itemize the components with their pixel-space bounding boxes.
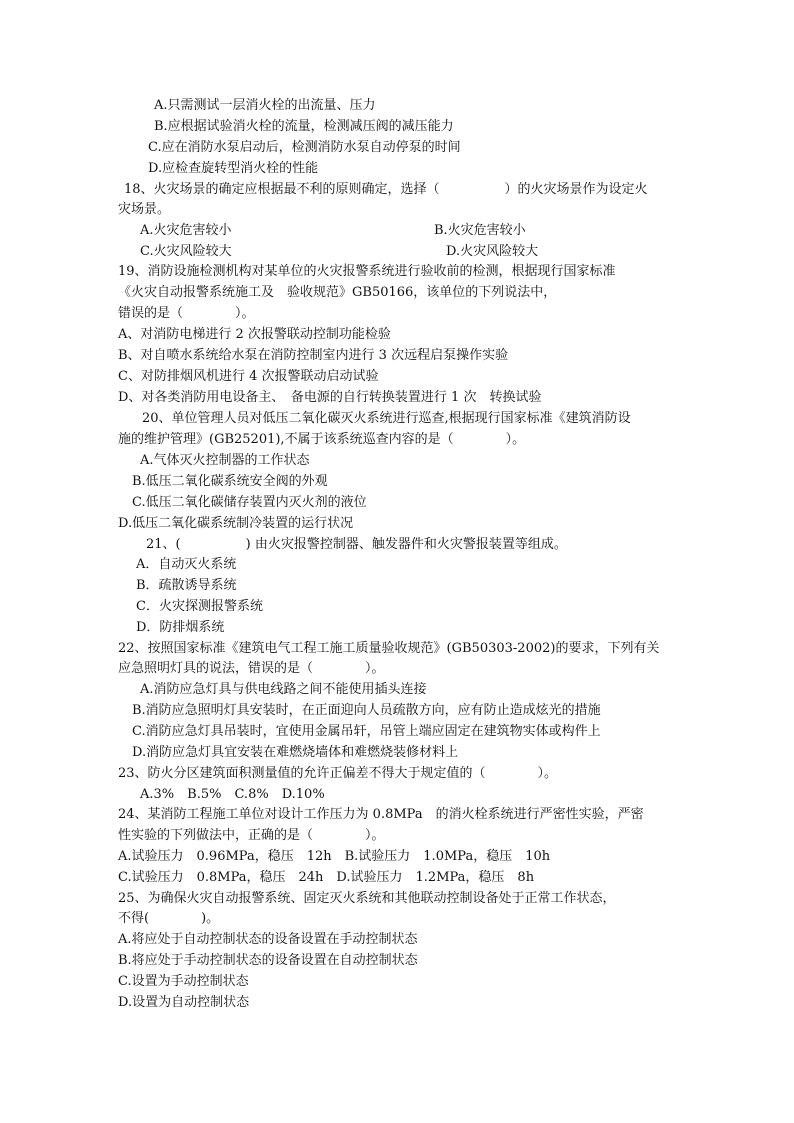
q19-stem-line2: 《火灾自动报警系统施工及 验收规范》GB50166，该单位的下列说法中， [118,285,557,300]
q20-stem-line1: 20、单位管理人员对低压二氧化碳灭火系统进行巡查,根据现行国家标准《建筑消防设 [142,411,631,426]
q19-stem-line1: 19、消防设施检测机构对某单位的火灾报警系统进行验收前的检测，根据现行国家标准 [118,264,616,279]
q18-option-a: A.火灾危害较小 [140,223,232,238]
q22-stem-line1: 22、按照国家标准《建筑电气工程工施工质量验收规范》(GB50303-2002)的要求，下列有关 [118,641,660,656]
q25-option-b: B.将应处于手动控制状态的设备设置在自动控制状态 [118,953,418,968]
q24-stem-line1: 24、某消防工程施工单位对设计工作压力为 0.8MPa 的消火栓系统进行严密性实验，严密 [118,807,644,822]
q18-stem-line1: 18、火灾场景的确定应根据最不利的原则确定，选择（ ）的火灾场景作为设定火 [124,182,648,197]
q24-options-ab: A.试验压力 0.96MPa，稳压 12h B.试验压力 1.0MPa，稳压 10h [118,849,551,864]
q17-option-b: B.应根据试验消火栓的流量，检测减压阀的减压能力 [154,119,454,134]
q23-options: A.3% B.5% C.8% D.10% [140,787,325,802]
q25-option-c: C.设置为手动控制状态 [118,974,249,989]
q25-stem-line1: 25、为确保火灾自动报警系统、固定灭火系统和其他联动控制设备处于正常工作状态， [118,891,616,906]
q21-stem: 21、( ) 由火灾报警控制器、触发器件和火灾警报装置等组成。 [146,537,567,552]
q18-stem-line2: 灾场景。 [118,202,171,217]
q18-option-b: B.火灾危害较小 [434,223,526,238]
q20-option-c: C.低压二氧化碳储存装置内灭火剂的液位 [132,495,367,510]
q24-options-cd: C.试验压力 0.8MPa，稳压 24h D.试验压力 1.2MPa，稳压 8h [118,870,535,885]
q25-stem-line2: 不得( )。 [118,911,220,926]
q21-option-b: B．疏散诱导系统 [136,578,237,593]
q19-stem-line3: 错误的是（ ）。 [118,306,255,321]
q19-option-d: D、对各类消防用电设备主、 备电源的自行转换装置进行 1 次 转换试验 [118,390,542,405]
q19-option-a: A、对消防电梯进行 2 次报警联动控制功能检验 [118,327,391,342]
q18-option-d: D.火灾风险较大 [446,244,539,259]
q25-option-d: D.设置为自动控制状态 [118,995,250,1010]
q22-option-a: A.消防应急灯具与供电线路之间不能使用插头连接 [140,682,427,697]
q20-option-d: D.低压二氧化碳系统制冷装置的运行状况 [118,516,354,531]
q17-option-a: A.只需测试一层消火栓的出流量、压力 [154,98,376,113]
q20-stem-line2: 施的维护管理》(GB25201),不属于该系统巡查内容的是（ ）。 [118,432,526,447]
q22-option-c: C.消防应急灯具吊装时，宜使用金属吊轩，吊管上端应固定在建筑物实体或构件上 [132,724,601,739]
q25-option-a: A.将应处于自动控制状态的设备设置在手动控制状态 [118,932,418,947]
q20-option-a: A.气体灭火控制器的工作状态 [140,453,310,468]
q22-stem-line2: 应急照明灯具的说法，错误的是（ ）。 [118,661,385,676]
q20-option-b: B.低压二氧化碳系统安全阀的外观 [132,474,328,489]
q18-option-c: C.火灾风险较大 [140,244,232,259]
q21-option-d: D．防排烟系统 [136,620,225,635]
q23-stem: 23、防火分区建筑面积测量值的允许正偏差不得大于规定值的（ ）。 [118,766,558,781]
q21-option-a: A．自动灭火系统 [136,557,237,572]
q17-option-d: D.应检查旋转型消火栓的性能 [148,161,319,176]
q17-option-c: C.应在消防水泵启动后，检测消防水泵自动停泵的时间 [148,140,461,155]
q21-option-c: C．火灾探测报警系统 [136,599,263,614]
q24-stem-line2: 性实验的下列做法中，正确的是（ ）。 [118,828,385,843]
q19-option-c: C、对防排烟风机进行 4 次报警联动启动试验 [118,369,379,384]
q22-option-d: D.消防应急灯具宜安装在难燃烧墙体和难燃烧装修材料上 [132,745,459,760]
q19-option-b: B、对自喷水系统给水泵在消防控制室内进行 3 次远程启泵操作实验 [118,348,509,363]
q22-option-b: B.消防应急照明灯具安装时，在正面迎向人员疏散方向，应有防止造成炫光的措施 [132,703,601,718]
